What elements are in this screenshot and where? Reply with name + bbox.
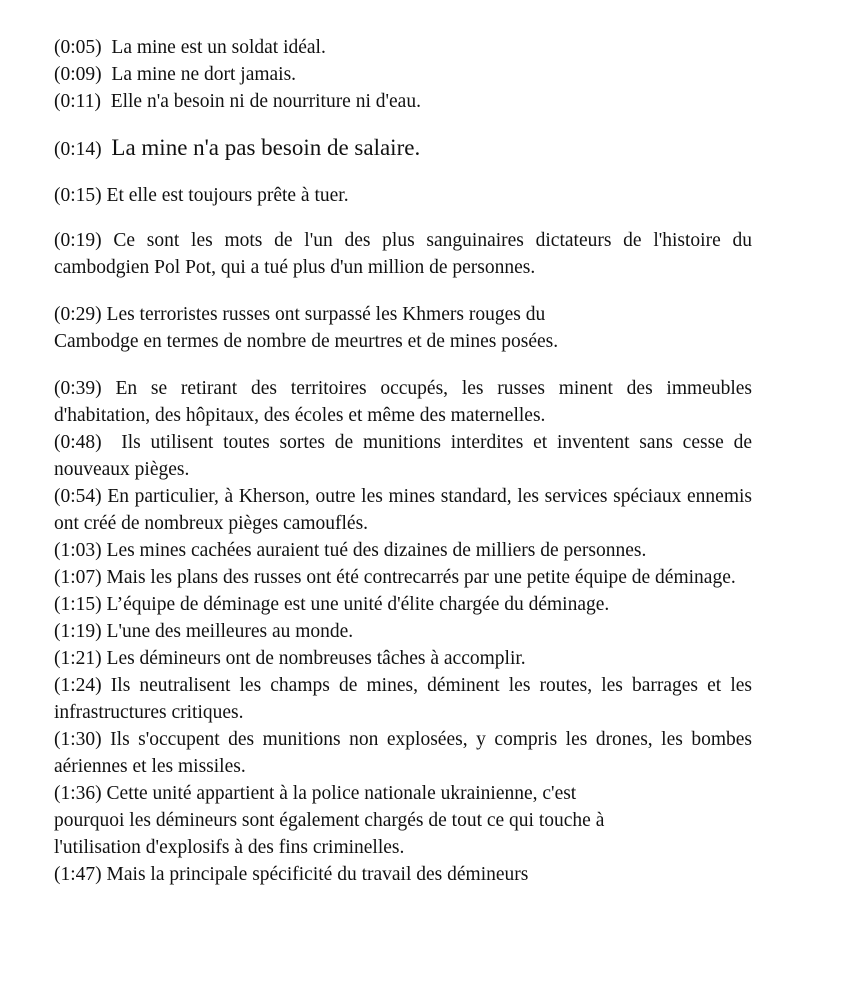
line-text: Les terroristes russes ont surpassé les Khmers rouges du <box>106 304 546 325</box>
line-text: Mais la principale spécificité du travail des démineurs <box>106 864 529 885</box>
line-text: Ils s'occupent des munitions non explosées, y compris les drones, les bombes aériennes et les missiles. <box>54 729 757 777</box>
line-text: Elle n'a besoin ni de nourriture ni d'eau. <box>110 91 421 112</box>
timestamp: (1:30) <box>54 729 102 750</box>
timestamp: (0:19) <box>54 230 102 251</box>
timestamp: (1:15) <box>54 594 102 615</box>
transcript-line <box>54 861 752 888</box>
line-text: En particulier, à Kherson, outre les mines standard, les services spéciaux ennemis ont créé de nombreux pièges camouflés. <box>54 486 757 534</box>
transcript-line <box>54 726 757 780</box>
transcript-line <box>54 88 752 115</box>
transcript-line <box>54 780 752 807</box>
transcript-line <box>54 61 752 88</box>
timestamp: (0:54) <box>54 486 102 507</box>
line-text: Mais les plans des russes ont été contrecarrés par une petite équipe de déminage. <box>106 567 736 588</box>
line-text: La mine est un soldat idéal. <box>111 37 326 58</box>
transcript-line-continuation: l'utilisation d'explosifs à des fins criminelles. <box>54 837 405 858</box>
timestamp: (0:11) <box>54 91 101 112</box>
line-text: La mine ne dort jamais. <box>111 64 297 85</box>
transcript-line <box>54 375 757 429</box>
timestamp: (1:21) <box>54 648 102 669</box>
timestamp: (1:19) <box>54 621 102 642</box>
transcript-line <box>54 133 752 165</box>
timestamp: (1:36) <box>54 783 102 804</box>
transcript-line <box>54 429 757 483</box>
transcript-line <box>54 182 752 209</box>
timestamp: (0:09) <box>54 64 102 85</box>
line-text: Les démineurs ont de nombreuses tâches à accomplir. <box>106 648 526 669</box>
timestamp: (0:14) <box>54 139 102 160</box>
transcript-line <box>54 537 752 564</box>
transcript-line <box>54 618 752 645</box>
transcript-line <box>54 301 752 328</box>
timestamp: (1:07) <box>54 567 102 588</box>
timestamp: (1:24) <box>54 675 102 696</box>
line-text: Ce sont les mots de l'un des plus sanguinaires dictateurs de l'histoire du cambodgien Pol Pot, qui a tué plus d'un million de personnes. <box>54 230 757 278</box>
transcript-line <box>54 591 752 618</box>
line-text: La mine n'a pas besoin de salaire. <box>111 135 421 160</box>
line-text: Et elle est toujours prête à tuer. <box>106 185 349 206</box>
transcript-line <box>54 227 757 281</box>
line-text: L’équipe de déminage est une unité d'élite chargée du déminage. <box>106 594 610 615</box>
line-text: Les mines cachées auraient tué des dizaines de milliers de personnes. <box>106 540 647 561</box>
timestamp: (0:05) <box>54 37 102 58</box>
transcript-line <box>54 645 752 672</box>
transcript-line <box>54 564 752 591</box>
transcript-line <box>54 34 752 61</box>
timestamp: (0:39) <box>54 378 102 399</box>
line-text: Ils utilisent toutes sortes de munitions interdites et inventent sans cesse de nouveaux pièges. <box>54 432 757 480</box>
line-text: En se retirant des territoires occupés, les russes minent des immeubles d'habitation, des hôpitaux, des écoles et même des maternelles. <box>54 378 757 426</box>
transcript-line-continuation: Cambodge en termes de nombre de meurtres et de mines posées. <box>54 331 559 352</box>
transcript-line <box>54 483 757 537</box>
line-text: Cette unité appartient à la police nationale ukrainienne, c'est <box>106 783 577 804</box>
transcript-block <box>54 301 752 355</box>
line-text: L'une des meilleures au monde. <box>106 621 354 642</box>
timestamp: (1:03) <box>54 540 102 561</box>
line-text: Ils neutralisent les champs de mines, déminent les routes, les barrages et les infrastructures critiques. <box>54 675 757 723</box>
transcript-document <box>54 34 757 888</box>
transcript-line <box>54 672 757 726</box>
timestamp: (1:47) <box>54 864 102 885</box>
transcript-line-continuation: pourquoi les démineurs sont également chargés de tout ce qui touche à <box>54 810 605 831</box>
transcript-block <box>54 375 757 888</box>
timestamp: (0:29) <box>54 304 102 325</box>
timestamp: (0:48) <box>54 432 102 453</box>
timestamp: (0:15) <box>54 185 102 206</box>
